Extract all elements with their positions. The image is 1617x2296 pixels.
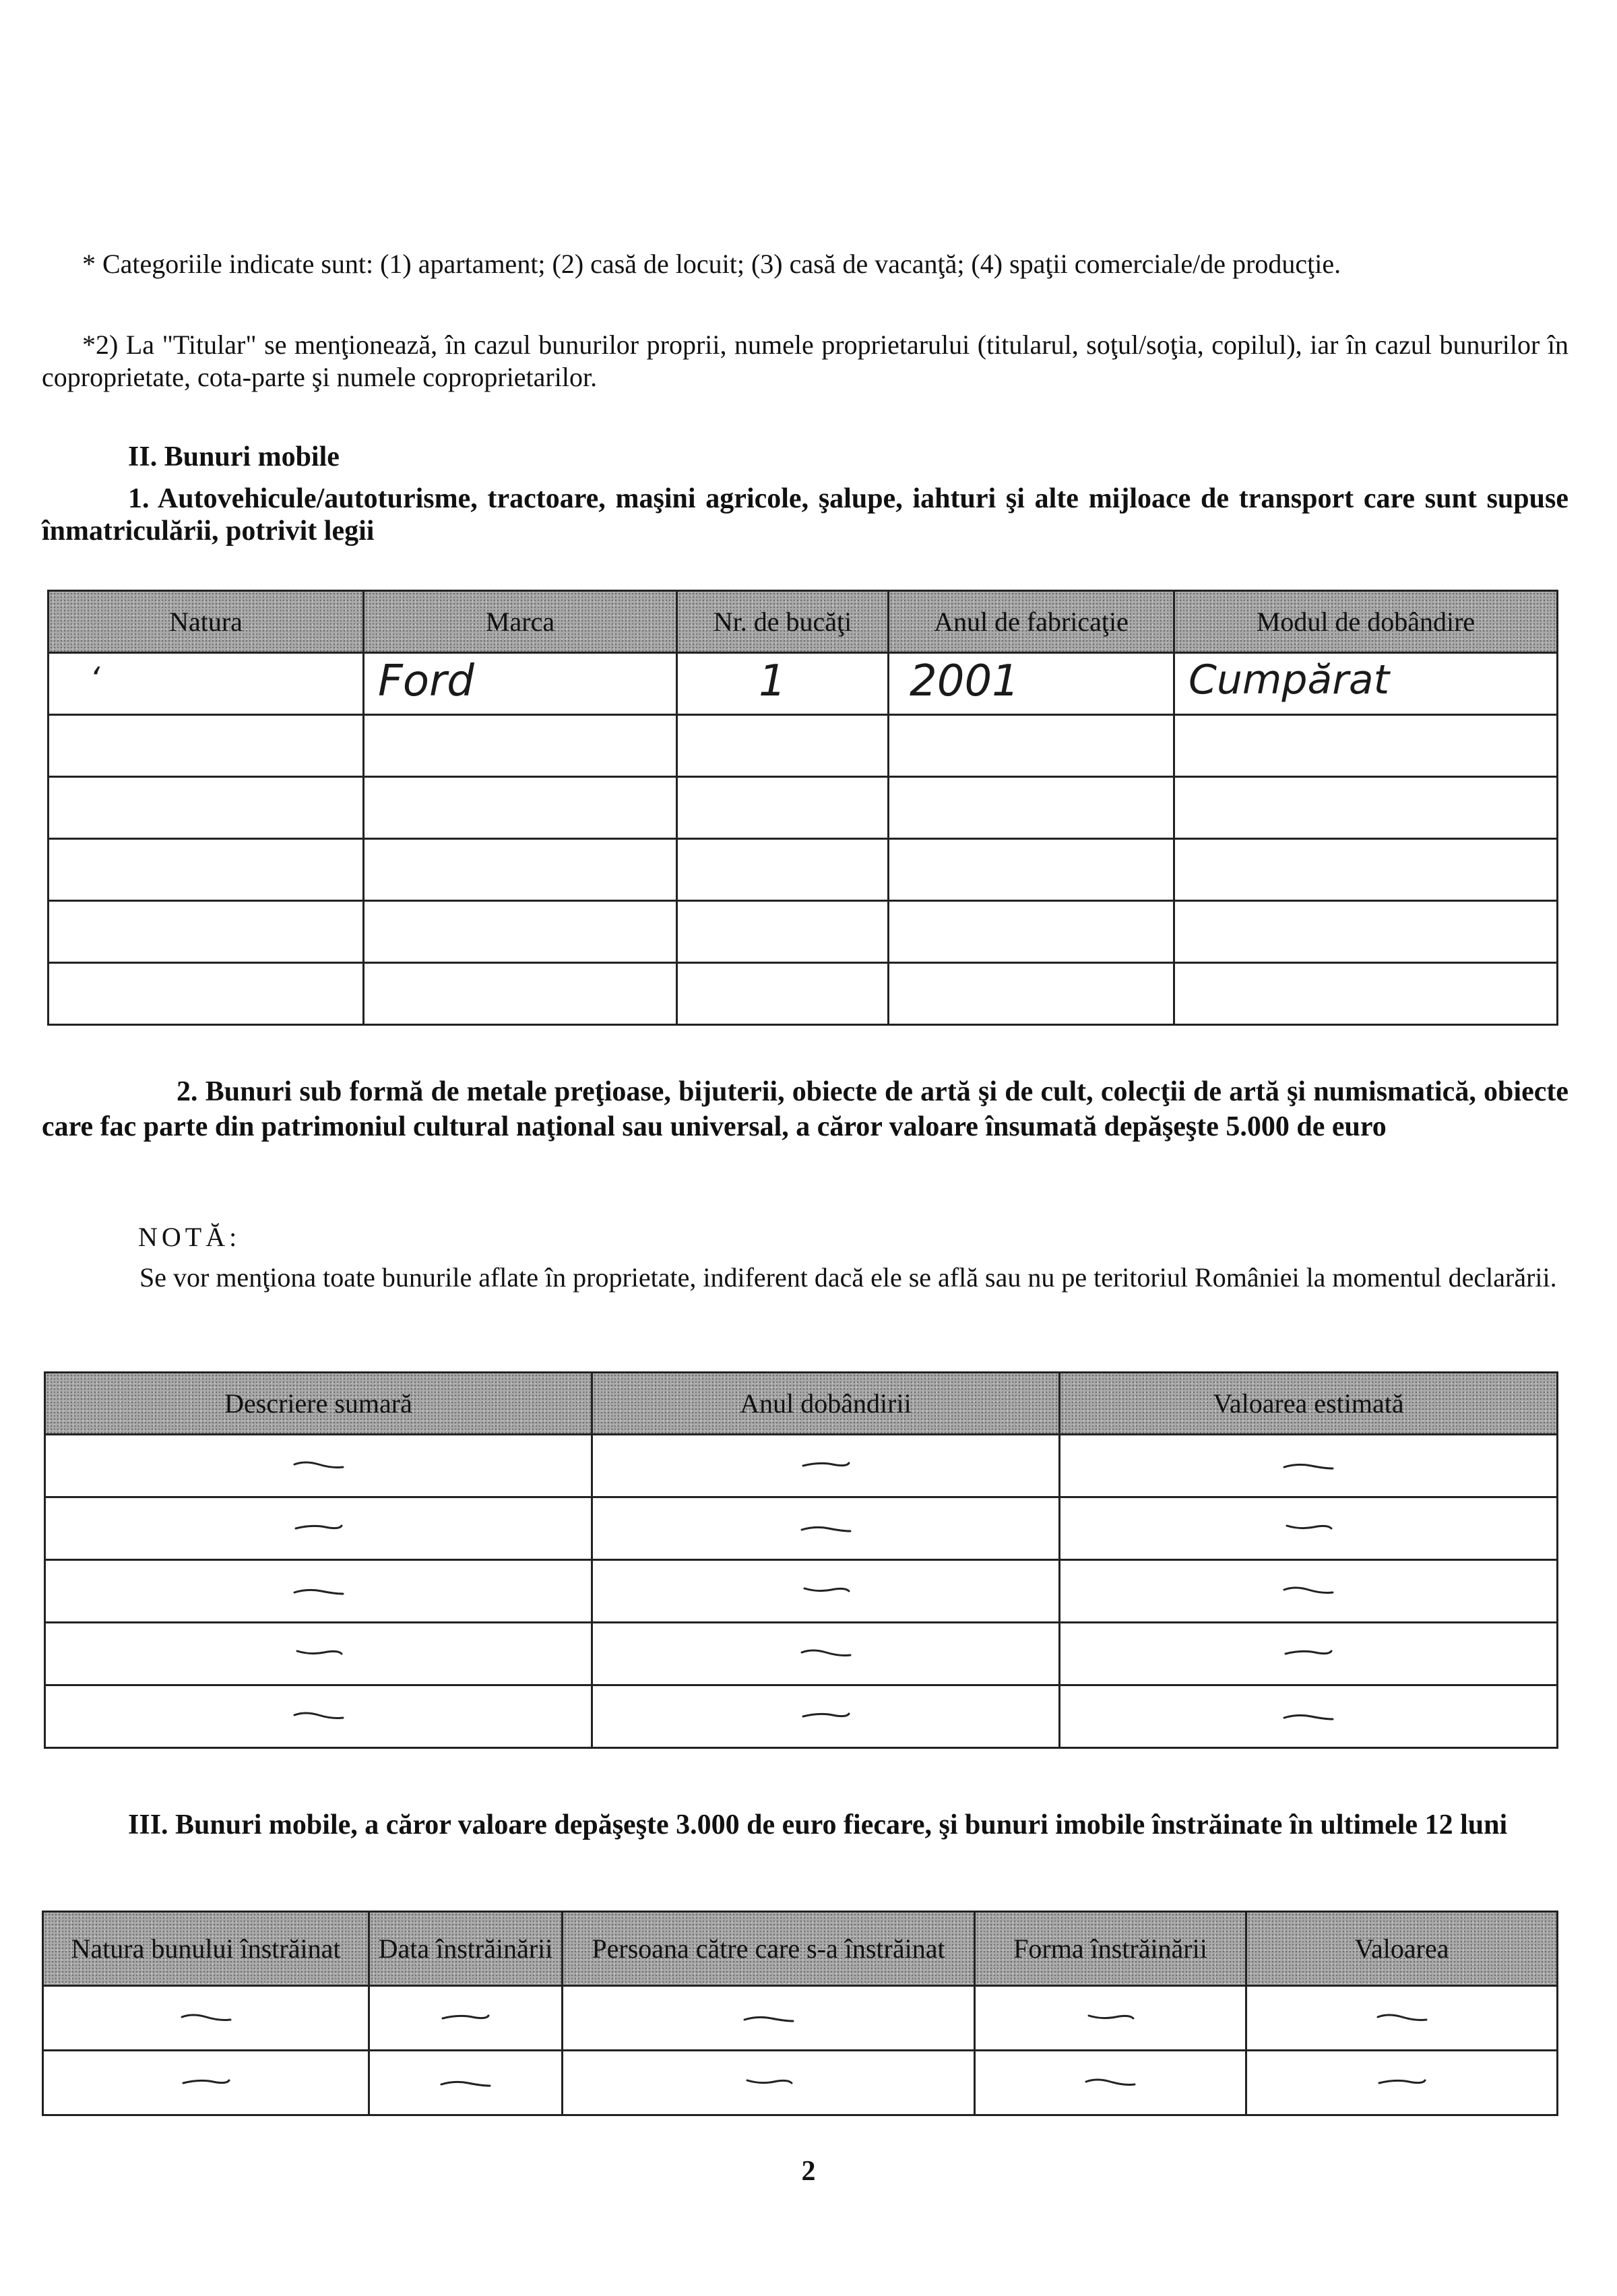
handwritten-dash-mark [1375, 2074, 1429, 2090]
table-cell [369, 2051, 563, 2115]
table-cell [592, 1497, 1060, 1560]
table-cell [49, 715, 364, 777]
table-cell [677, 901, 889, 963]
table-cell [45, 1685, 592, 1748]
handwritten-dash-mark [799, 1456, 853, 1472]
table-cell [592, 1435, 1060, 1497]
vehicles-header-marca: Marca [364, 591, 677, 653]
section-3-title: III. Bunuri mobile, a căror valoare depăşeşte 3.000 de euro fiecare, şi bunuri imobile înstrăinate în ultimele 12 luni [128, 1809, 1508, 1840]
table-cell [592, 1623, 1060, 1685]
table-cell [43, 2051, 369, 2115]
table-cell [1060, 1623, 1558, 1685]
handwritten-dash-mark [799, 1519, 853, 1535]
alienated-header-persoana: Persoana către care s-a înstrăinat [563, 1912, 975, 1986]
valuables-header-anul: Anul dobândirii [592, 1373, 1060, 1435]
handwritten-dash-mark [292, 1582, 346, 1598]
table-row [45, 1623, 1558, 1685]
table-cell [889, 653, 1174, 715]
handwritten-dash-mark [292, 1707, 346, 1723]
valuables-header-valoarea: Valoarea estimată [1060, 1373, 1558, 1435]
table-cell [49, 653, 364, 715]
table-cell [563, 2051, 975, 2115]
table-row [49, 653, 1558, 715]
alienated-header-valoarea: Valoarea [1246, 1912, 1558, 1986]
handwritten-modul: Cumpărat [1188, 656, 1390, 704]
handwritten-dash-mark [799, 1582, 853, 1598]
table-cell [43, 1986, 369, 2051]
alienated-header-data: Data înstrăinării [369, 1912, 563, 1986]
table-cell [889, 901, 1174, 963]
table-cell [1060, 1560, 1558, 1623]
table-cell [677, 653, 889, 715]
nota-label: NOTĂ: [138, 1222, 241, 1252]
table-cell [889, 777, 1174, 839]
table-cell [49, 777, 364, 839]
table-cell [1174, 839, 1558, 901]
handwritten-dash-mark [292, 1456, 346, 1472]
table-cell [1246, 2051, 1558, 2115]
handwritten-dash-mark [1281, 1456, 1335, 1472]
handwritten-anul: 2001 [910, 656, 1019, 706]
table-cell [592, 1685, 1060, 1748]
footnote-categories: * Categoriile indicate sunt: (1) apartament; (2) casă de locuit; (3) casă de vacanţă; (4) spaţii comerciale/de producţie. [82, 249, 1341, 279]
nota-text: Se vor menţiona toate bunurile aflate în proprietate, indiferent dacă ele se află sau nu pe teritoriul României la momentul declarării. [139, 1262, 1557, 1293]
vehicles-header-anul: Anul de fabricaţie [889, 591, 1174, 653]
vehicles-table [47, 590, 1558, 1026]
handwritten-dash-mark [292, 1644, 346, 1661]
vehicles-header-modul: Modul de dobândire [1174, 591, 1558, 653]
table-cell [592, 1560, 1060, 1623]
table-cell [364, 777, 677, 839]
table-row [49, 715, 1558, 777]
handwritten-dash-mark [1281, 1582, 1335, 1598]
table-row [43, 1986, 1558, 2051]
table-cell [1174, 715, 1558, 777]
table-cell [889, 963, 1174, 1025]
handwritten-dash-mark [439, 2009, 493, 2025]
section-2-item-1-title: 1. Autovehicule/autoturisme, tractoare, maşini agricole, şalupe, iahturi şi alte mijloace de transport care sunt supuse înmatriculării, potrivit legii [42, 483, 1568, 547]
handwritten-dash-mark [799, 1707, 853, 1723]
alienated-table [42, 1911, 1558, 2116]
table-row [45, 1435, 1558, 1497]
table-cell [49, 963, 364, 1025]
table-cell [1060, 1685, 1558, 1748]
table-cell [45, 1623, 592, 1685]
footnote-titular: *2) La "Titular" se menţionează, în cazul bunurilor proprii, numele proprietarului (titularul, soţul/soţia, copilul), iar în cazul bunurilor în coproprietate, cota-parte şi numele coproprietarilor. [42, 330, 1568, 392]
alienated-header-natura: Natura bunului înstrăinat [43, 1912, 369, 1986]
handwritten-dash-mark [292, 1519, 346, 1535]
alienated-header-forma: Forma înstrăinării [975, 1912, 1246, 1986]
handwritten-dash-mark [1281, 1707, 1335, 1723]
table-cell [677, 839, 889, 901]
table-cell [975, 1986, 1246, 2051]
table-row [45, 1497, 1558, 1560]
table-cell [889, 715, 1174, 777]
handwritten-dash-mark [1375, 2009, 1429, 2025]
table-cell [1174, 963, 1558, 1025]
table-row [49, 839, 1558, 901]
table-cell [677, 715, 889, 777]
page-number: 2 [801, 2156, 816, 2187]
handwritten-marca: Ford [378, 656, 474, 706]
table-cell [1060, 1435, 1558, 1497]
table-cell [1246, 1986, 1558, 2051]
valuables-header-descriere: Descriere sumară [45, 1373, 592, 1435]
table-cell [45, 1435, 592, 1497]
table-row [45, 1685, 1558, 1748]
handwritten-dash-mark [742, 2074, 796, 2090]
table-cell [45, 1497, 592, 1560]
handwritten-dash-mark [1083, 2074, 1137, 2090]
handwritten-dash-mark [1281, 1519, 1335, 1535]
table-cell [364, 963, 677, 1025]
table-cell [1174, 653, 1558, 715]
vehicles-header-natura: Natura [49, 591, 364, 653]
handwritten-dash-mark [742, 2009, 796, 2025]
section-2-item-2-title: 2. Bunuri sub formă de metale preţioase, bijuterii, obiecte de artă şi de cult, colecţii de artă şi numismatică, obiecte care fac parte din patrimoniul cultural naţional sau universal, a căror valoare însumată depăşeşte 5.000 de euro [42, 1076, 1568, 1142]
handwritten-natura: ʻ [90, 660, 100, 698]
table-cell [49, 839, 364, 901]
table-cell [975, 2051, 1246, 2115]
handwritten-dash-mark [799, 1644, 853, 1661]
table-row [49, 901, 1558, 963]
table-cell [1060, 1497, 1558, 1560]
table-cell [677, 777, 889, 839]
table-row [45, 1560, 1558, 1623]
table-cell [364, 715, 677, 777]
table-cell [369, 1986, 563, 2051]
table-cell [45, 1560, 592, 1623]
table-cell [677, 963, 889, 1025]
handwritten-dash-mark [1281, 1644, 1335, 1661]
vehicles-header-bucati: Nr. de bucăţi [677, 591, 889, 653]
table-row [49, 777, 1558, 839]
handwritten-dash-mark [439, 2074, 493, 2090]
valuables-table [44, 1371, 1558, 1749]
table-cell [889, 839, 1174, 901]
table-cell [1174, 901, 1558, 963]
table-row [49, 963, 1558, 1025]
table-row [43, 2051, 1558, 2115]
table-cell [49, 901, 364, 963]
handwritten-dash-mark [1083, 2009, 1137, 2025]
handwritten-dash-mark [179, 2009, 233, 2025]
section-2-title: II. Bunuri mobile [128, 441, 340, 472]
table-cell [364, 839, 677, 901]
table-cell [364, 901, 677, 963]
table-cell [563, 1986, 975, 2051]
handwritten-dash-mark [179, 2074, 233, 2090]
table-cell [364, 653, 677, 715]
table-cell [1174, 777, 1558, 839]
handwritten-bucati: 1 [759, 656, 786, 706]
